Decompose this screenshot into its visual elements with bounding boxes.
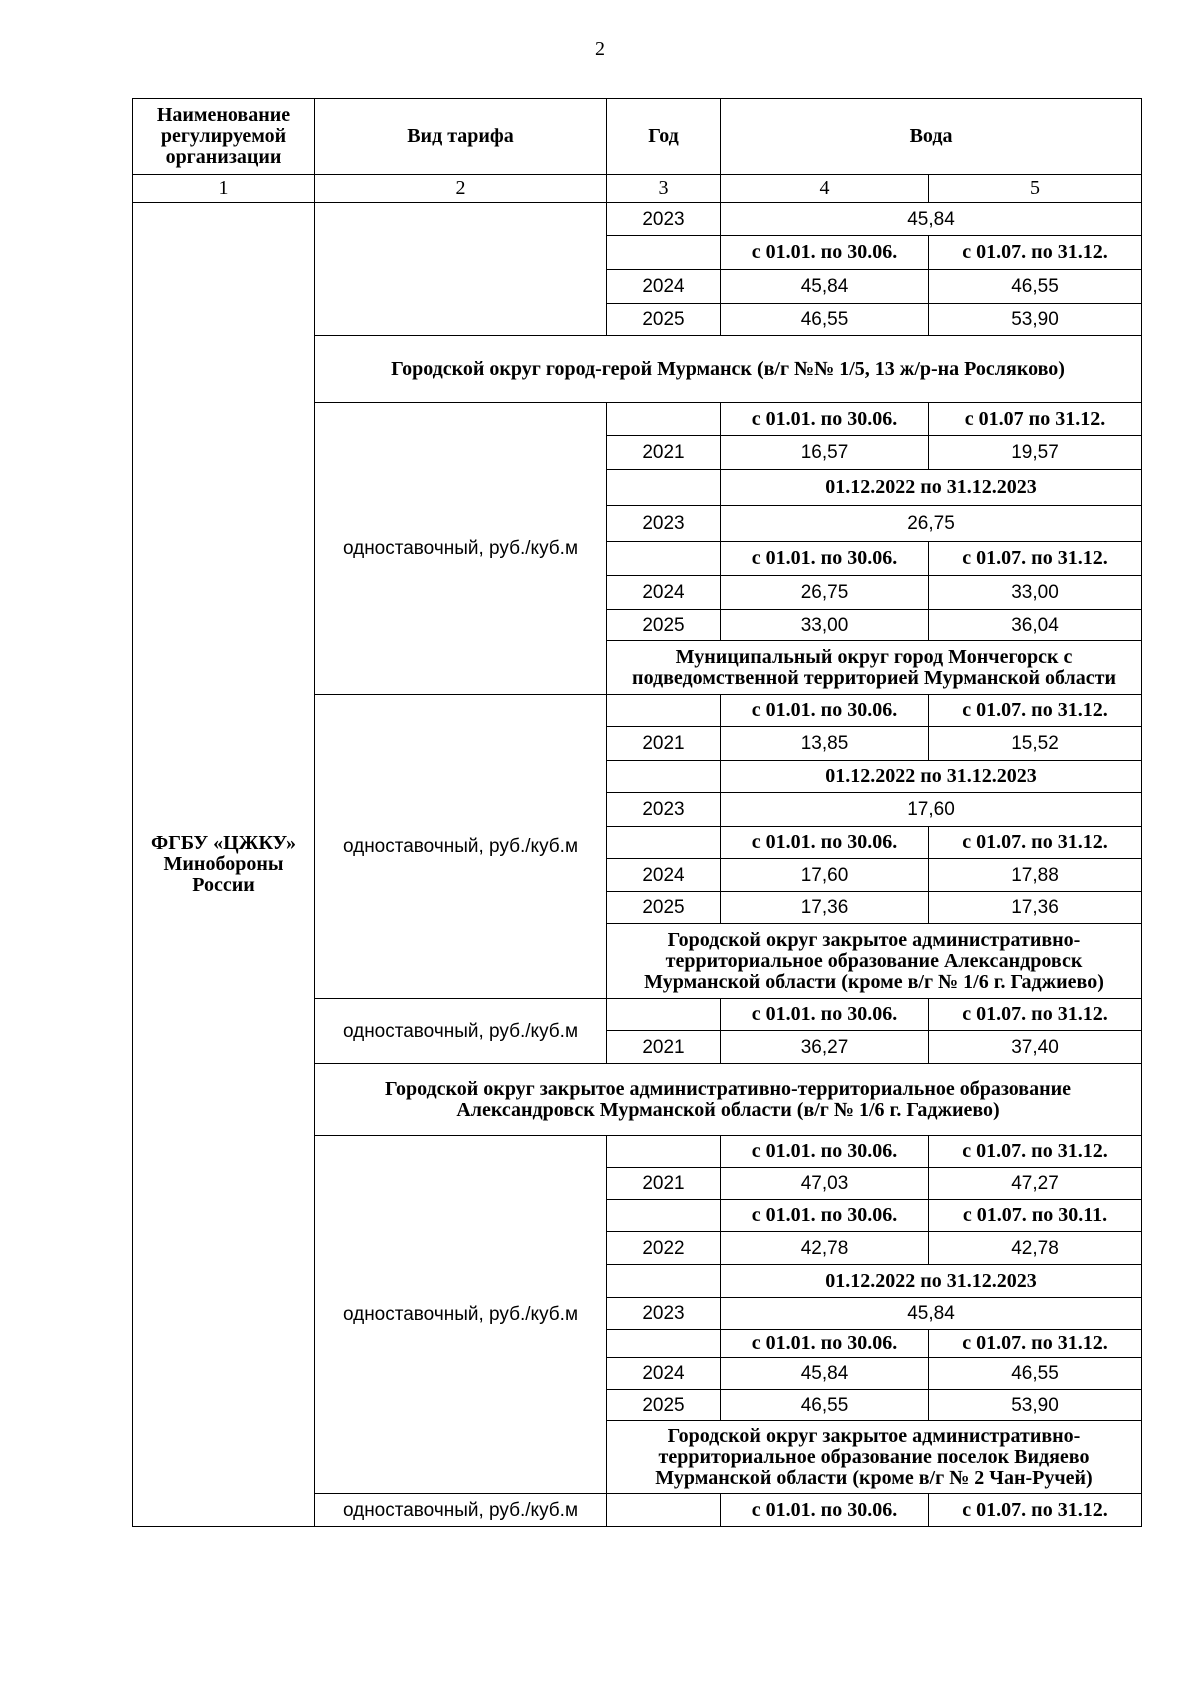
period-cell: с 01.07. по 31.12. xyxy=(929,542,1142,576)
header-org: Наименование регулируемой организации xyxy=(133,99,315,175)
column-number-row xyxy=(133,175,1142,203)
value-cell: 26,75 xyxy=(721,576,929,610)
year-cell: 2025 xyxy=(607,610,721,641)
value-cell: 17,88 xyxy=(929,859,1142,892)
period-cell: с 01.01. по 30.06. xyxy=(721,236,929,270)
col-number: 1 xyxy=(133,175,315,203)
col-number: 4 xyxy=(721,175,929,203)
period-cell: с 01.07. по 31.12. xyxy=(929,1136,1142,1168)
tariff-type-cell: одноставочный, руб./куб.м xyxy=(315,695,607,999)
value-cell: 17,36 xyxy=(721,892,929,924)
value-cell: 36,27 xyxy=(721,1031,929,1064)
empty-cell xyxy=(607,827,721,859)
value-cell: 46,55 xyxy=(929,1358,1142,1390)
value-cell: 46,55 xyxy=(721,304,929,336)
col-number: 3 xyxy=(607,175,721,203)
value-cell: 19,57 xyxy=(929,436,1142,470)
year-cell: 2023 xyxy=(607,793,721,827)
year-cell: 2021 xyxy=(607,436,721,470)
year-cell: 2021 xyxy=(607,1168,721,1200)
section-title: Городской округ закрытое административно-территориальное образование Александровск Мурманской области (кроме в/г № 1/6 г. Гаджиево) xyxy=(607,924,1142,999)
header-year: Год xyxy=(607,99,721,175)
period-cell: с 01.01. по 30.06. xyxy=(721,1200,929,1232)
value-cell: 33,00 xyxy=(929,576,1142,610)
period-range-cell: 01.12.2022 по 31.12.2023 xyxy=(721,1265,1142,1298)
value-cell: 16,57 xyxy=(721,436,929,470)
empty-cell xyxy=(607,695,721,727)
period-cell: с 01.07. по 31.12. xyxy=(929,1494,1142,1527)
tariff-table xyxy=(132,98,1142,1527)
value-cell: 46,55 xyxy=(929,270,1142,304)
value-cell: 42,78 xyxy=(721,1232,929,1265)
empty-cell xyxy=(607,236,721,270)
value-cell: 33,00 xyxy=(721,610,929,641)
year-cell: 2025 xyxy=(607,304,721,336)
empty-cell xyxy=(607,403,721,436)
organization-name: ФГБУ «ЦЖКУ» Минобороны России xyxy=(133,203,315,1527)
header-tariff-type: Вид тарифа xyxy=(315,99,607,175)
value-cell: 37,40 xyxy=(929,1031,1142,1064)
empty-cell xyxy=(607,1200,721,1232)
year-cell: 2024 xyxy=(607,576,721,610)
tariff-type-cell: одноставочный, руб./куб.м xyxy=(315,1494,607,1527)
section-title: Городской округ закрытое административно-территориальное образование поселок Видяево Мурманской области (кроме в/г № 2 Чан-Ручей) xyxy=(607,1421,1142,1494)
year-cell: 2024 xyxy=(607,270,721,304)
value-cell: 17,60 xyxy=(721,793,1142,827)
value-cell: 45,84 xyxy=(721,1358,929,1390)
period-cell: с 01.01. по 30.06. xyxy=(721,695,929,727)
period-range-cell: 01.12.2022 по 31.12.2023 xyxy=(721,470,1142,506)
header-water: Вода xyxy=(721,99,1142,175)
section-title: Муниципальный округ город Мончегорск с подведомственной территорией Мурманской области xyxy=(607,641,1142,695)
year-cell: 2025 xyxy=(607,1390,721,1421)
period-cell: с 01.01. по 30.06. xyxy=(721,1136,929,1168)
value-cell: 26,75 xyxy=(721,506,1142,542)
period-cell: с 01.07. по 31.12. xyxy=(929,1330,1142,1358)
period-cell: с 01.07 по 31.12. xyxy=(929,403,1142,436)
period-cell: с 01.07. по 30.11. xyxy=(929,1200,1142,1232)
period-cell: с 01.07. по 31.12. xyxy=(929,827,1142,859)
year-cell: 2024 xyxy=(607,1358,721,1390)
header-row xyxy=(133,99,1142,175)
tariff-type-cell: одноставочный, руб./куб.м xyxy=(315,1136,607,1494)
period-cell: с 01.01. по 30.06. xyxy=(721,1494,929,1527)
col-number: 2 xyxy=(315,175,607,203)
empty-cell xyxy=(607,1330,721,1358)
period-cell: с 01.01. по 30.06. xyxy=(721,827,929,859)
period-cell: с 01.01. по 30.06. xyxy=(721,403,929,436)
year-cell: 2024 xyxy=(607,859,721,892)
period-cell: с 01.07. по 31.12. xyxy=(929,695,1142,727)
value-cell: 53,90 xyxy=(929,1390,1142,1421)
section-title: Городской округ закрытое административно-территориальное образование Александровск Мурманской области (в/г № 1/6 г. Гаджиево) xyxy=(315,1064,1142,1136)
table-row xyxy=(133,203,1142,236)
value-cell: 13,85 xyxy=(721,727,929,761)
value-cell: 47,03 xyxy=(721,1168,929,1200)
period-cell: с 01.01. по 30.06. xyxy=(721,999,929,1031)
year-cell: 2025 xyxy=(607,892,721,924)
value-cell: 53,90 xyxy=(929,304,1142,336)
value-cell: 45,84 xyxy=(721,270,929,304)
empty-cell xyxy=(607,1494,721,1527)
year-cell: 2023 xyxy=(607,203,721,236)
period-cell: с 01.07. по 31.12. xyxy=(929,999,1142,1031)
empty-cell xyxy=(607,1265,721,1298)
year-cell: 2023 xyxy=(607,506,721,542)
period-range-cell: 01.12.2022 по 31.12.2023 xyxy=(721,761,1142,793)
value-cell: 45,84 xyxy=(721,203,1142,236)
value-cell: 47,27 xyxy=(929,1168,1142,1200)
page-number: 2 xyxy=(595,38,605,60)
year-cell: 2023 xyxy=(607,1298,721,1330)
value-cell: 15,52 xyxy=(929,727,1142,761)
value-cell: 17,36 xyxy=(929,892,1142,924)
empty-cell xyxy=(315,203,607,336)
tariff-type-cell: одноставочный, руб./куб.м xyxy=(315,403,607,695)
col-number: 5 xyxy=(929,175,1142,203)
section-title: Городской округ город-герой Мурманск (в/г №№ 1/5, 13 ж/р-на Росляково) xyxy=(315,336,1142,403)
value-cell: 36,04 xyxy=(929,610,1142,641)
empty-cell xyxy=(607,1136,721,1168)
empty-cell xyxy=(607,470,721,506)
period-cell: с 01.01. по 30.06. xyxy=(721,1330,929,1358)
tariff-type-cell: одноставочный, руб./куб.м xyxy=(315,999,607,1064)
year-cell: 2021 xyxy=(607,727,721,761)
value-cell: 46,55 xyxy=(721,1390,929,1421)
value-cell: 17,60 xyxy=(721,859,929,892)
year-cell: 2021 xyxy=(607,1031,721,1064)
empty-cell xyxy=(607,542,721,576)
empty-cell xyxy=(607,761,721,793)
value-cell: 45,84 xyxy=(721,1298,1142,1330)
empty-cell xyxy=(607,999,721,1031)
year-cell: 2022 xyxy=(607,1232,721,1265)
period-cell: с 01.07. по 31.12. xyxy=(929,236,1142,270)
period-cell: с 01.01. по 30.06. xyxy=(721,542,929,576)
value-cell: 42,78 xyxy=(929,1232,1142,1265)
